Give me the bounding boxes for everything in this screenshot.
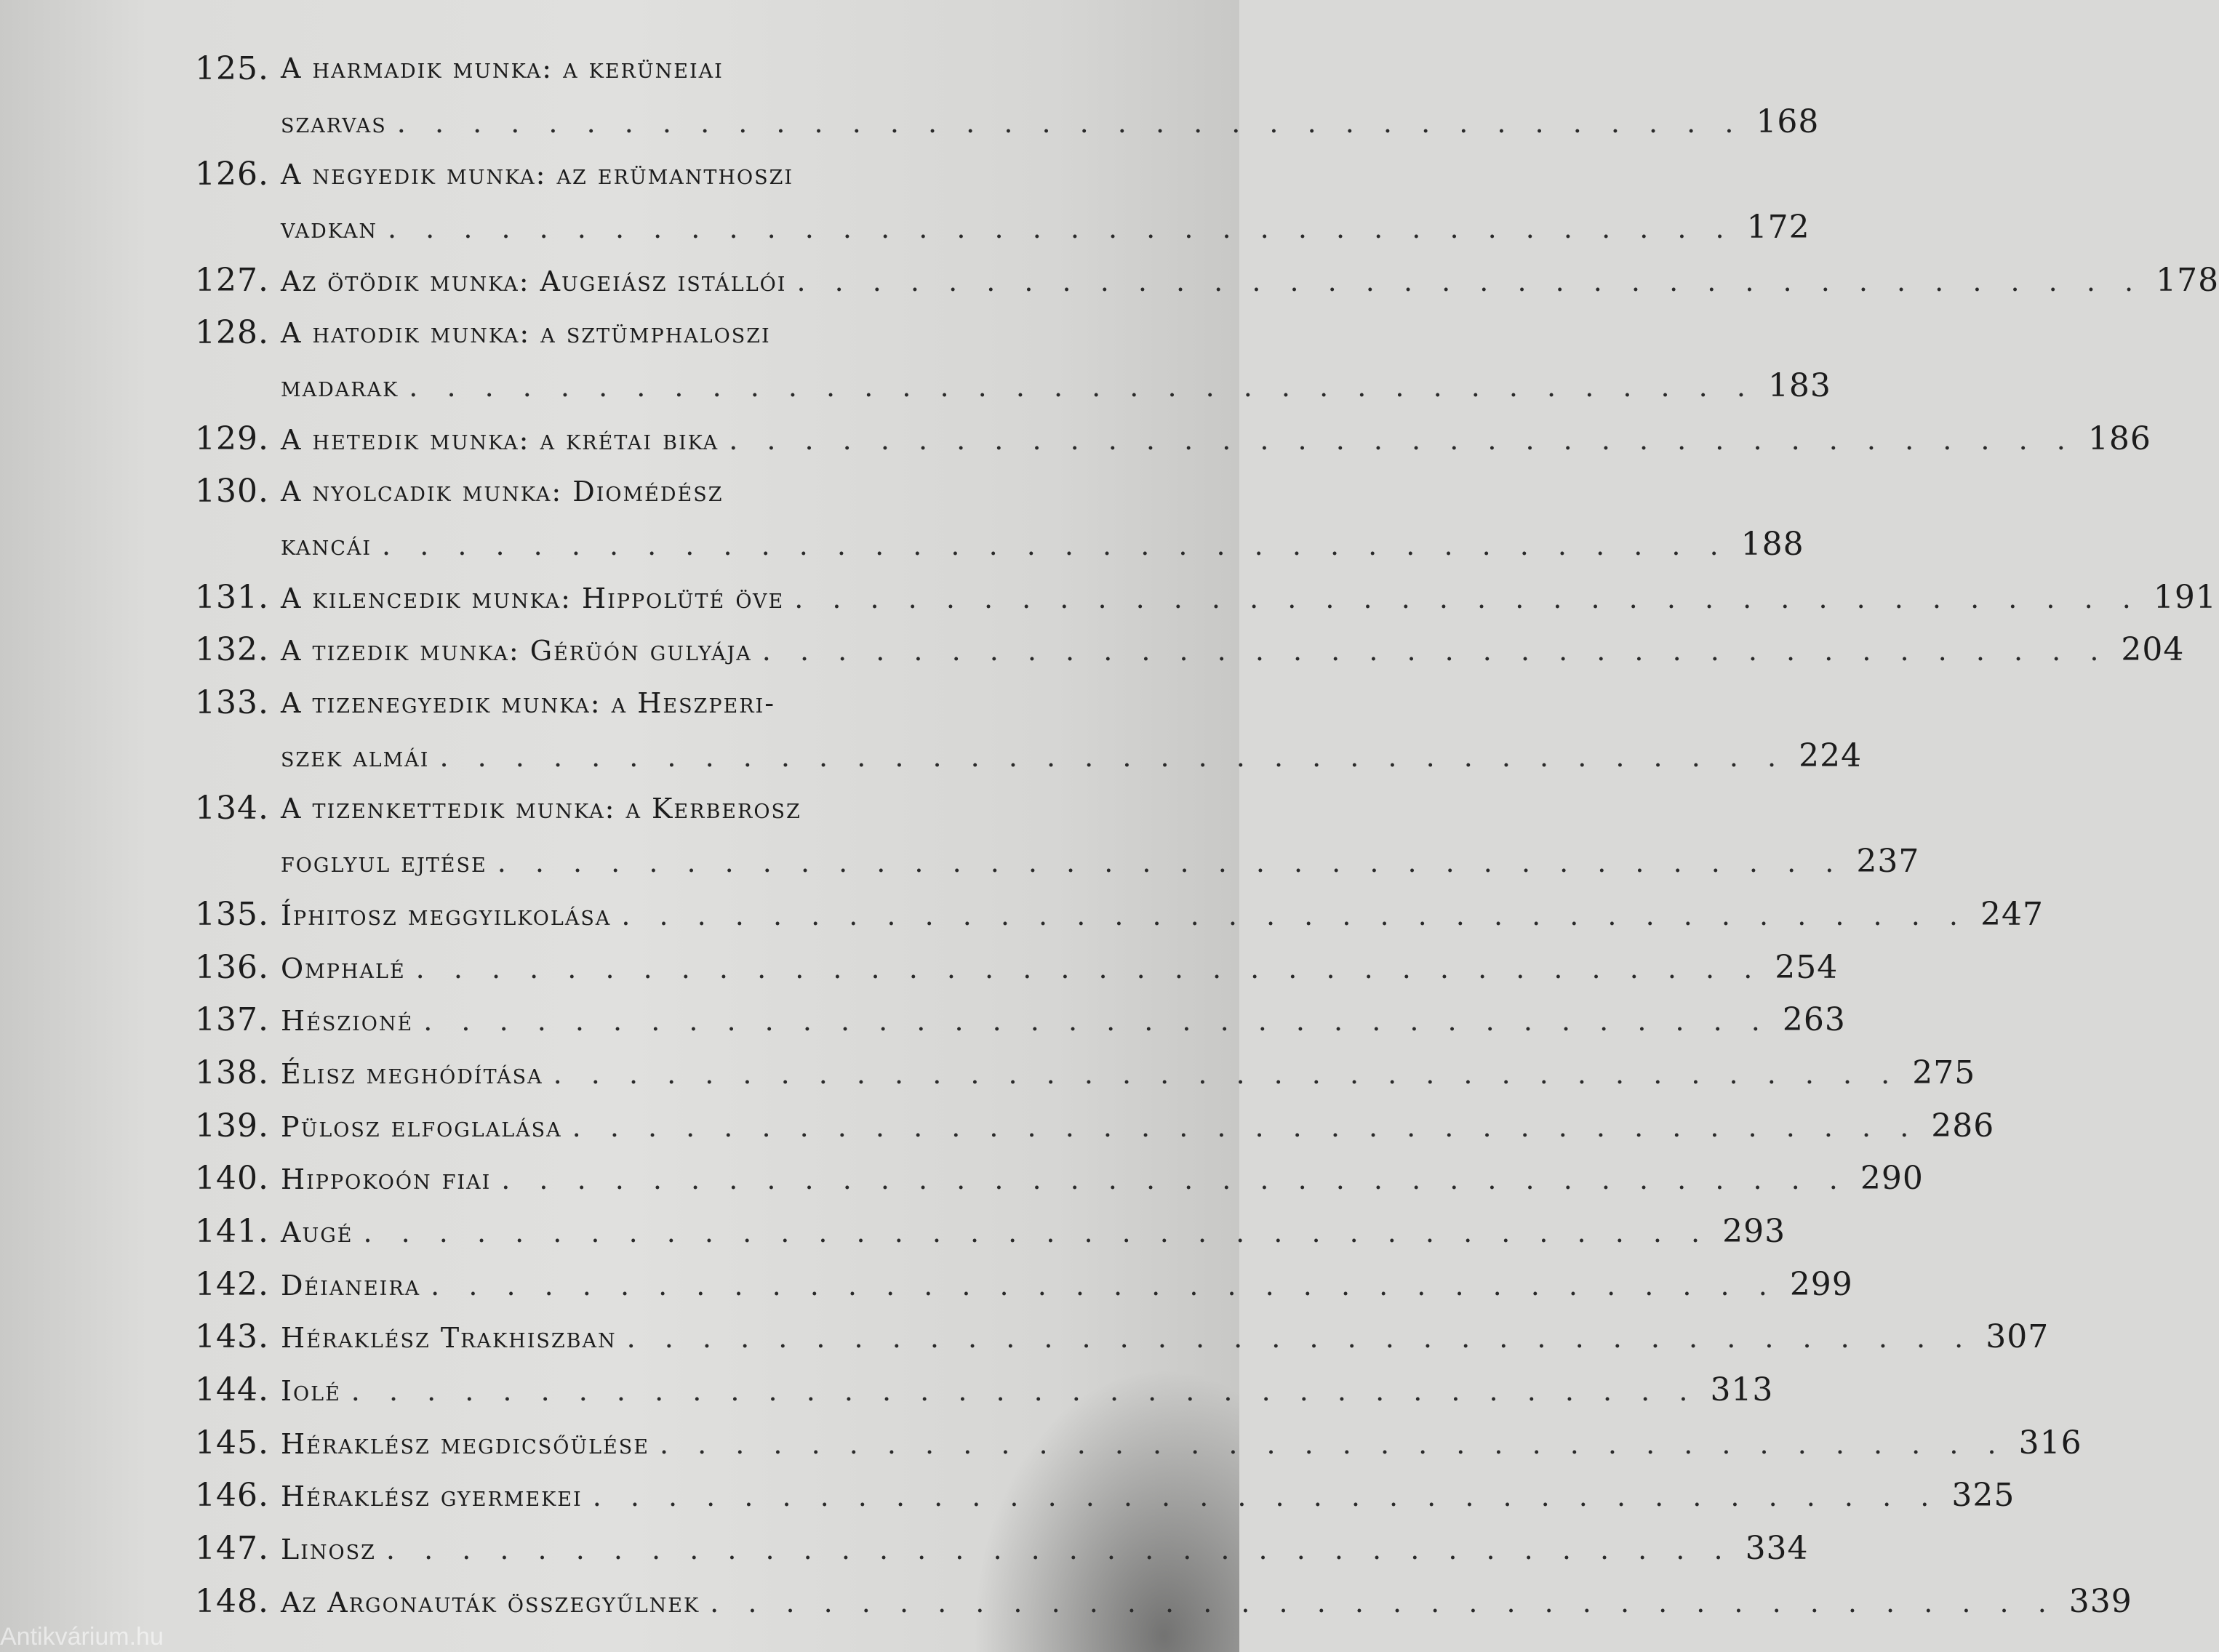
- entry-title-line: [281, 1160, 1924, 1198]
- toc-entry: [195, 1311, 2050, 1364]
- toc-entry: [195, 42, 1820, 148]
- page-number: 307: [1986, 1318, 2050, 1356]
- entry-title-text: foglyul ejtése: [281, 846, 487, 879]
- entry-number: 135.: [195, 895, 269, 933]
- toc-entry: [195, 465, 1804, 571]
- entry-title-line: [281, 1001, 1846, 1039]
- page-number: 290: [1860, 1160, 1924, 1198]
- entry-title-text: A negyedik munka: az erümanthoszi: [281, 158, 794, 191]
- page-number: 293: [1722, 1212, 1786, 1250]
- entry-title-line: [281, 687, 1060, 719]
- page-number: 188: [1740, 526, 1804, 564]
- toc-line: [195, 835, 1920, 888]
- page-number: 313: [1710, 1371, 1774, 1409]
- toc-entry: [195, 306, 1831, 412]
- leader-dots: . . . . . . . . . . . . . . . . . . . . . . . . . . . . . . . . . . . .: [592, 1480, 1940, 1513]
- entry-title-line: [281, 1477, 2015, 1515]
- leader-dots: . . . . . . . . . . . . . . . . . . . . . . . . . . . . . . . . . . . .: [439, 740, 1787, 773]
- entry-title-text: Hippokoón fiai: [281, 1163, 492, 1196]
- page-number: 299: [1789, 1265, 1853, 1303]
- toc-line: [195, 95, 1820, 148]
- toc-line: [195, 571, 2217, 624]
- toc-entry: [195, 571, 2217, 624]
- entry-number: 131.: [195, 578, 269, 616]
- leader-dots: . . . . . . . . . . . . . . . . . . . . . . . . . . . . . . . . . . . .: [385, 1533, 1733, 1566]
- entry-number: 130.: [195, 473, 269, 510]
- toc-entry: [195, 1099, 1995, 1152]
- entry-number: 128.: [195, 314, 269, 352]
- entry-title-line: [281, 793, 1060, 825]
- page-number: 316: [2018, 1424, 2082, 1461]
- entry-number: 140.: [195, 1160, 269, 1198]
- entry-title-text: madarak: [281, 370, 399, 403]
- toc-entry: [195, 1046, 1976, 1099]
- leader-dots: . . . . . . . . . . . . . . . . . . . . . . . . . . . . . . . . . . . .: [423, 1005, 1770, 1038]
- entry-title-line: [281, 1265, 1853, 1303]
- entry-title-text: kancái: [281, 529, 372, 562]
- leader-dots: . . . . . . . . . . . . . . . . . . . . . . . . . . . . . . . . . . . .: [431, 1269, 1778, 1302]
- toc-entry: [195, 1416, 2082, 1469]
- leader-dots: . . . . . . . . . . . . . . . . . . . . . . . . . . . . . . . . . . . .: [626, 1322, 1974, 1355]
- page-number: 325: [1951, 1477, 2015, 1515]
- toc-entry: [195, 412, 2151, 465]
- toc-entry: [195, 676, 1863, 782]
- entry-number: 133.: [195, 684, 269, 722]
- toc-line: [195, 1311, 2050, 1364]
- toc-entry: [195, 1205, 1786, 1258]
- entry-title-text: Hészioné: [281, 1005, 414, 1038]
- toc-line: [195, 306, 1060, 359]
- leader-dots: . . . . . . . . . . . . . . . . . . . . . . . . . . . . . . . . . . . .: [382, 529, 1729, 562]
- toc-line: [195, 676, 1060, 729]
- entry-title-line: [281, 631, 2185, 669]
- entry-title-line: [281, 843, 1920, 881]
- toc-entry: [195, 1363, 1774, 1416]
- toc-line: [195, 1469, 2015, 1523]
- entry-title-line: [281, 52, 1060, 84]
- toc-entry: [195, 1469, 2015, 1523]
- entry-title-text: szarvas: [281, 106, 387, 139]
- entry-title-text: A tizenkettedik munka: a Kerberosz: [281, 792, 801, 825]
- entry-number: 146.: [195, 1477, 269, 1515]
- toc-entry: [195, 624, 2185, 677]
- toc-entry: [195, 993, 1846, 1046]
- entry-title-text: Omphalé: [281, 952, 406, 985]
- entry-title-text: A hatodik munka: a sztümphaloszi: [281, 316, 771, 349]
- leader-dots: . . . . . . . . . . . . . . . . . . . . . . . . . . . . . . . . . . . .: [621, 899, 1968, 931]
- entry-title-text: A hetedik munka: a krétai bika: [281, 423, 719, 456]
- entry-number: 132.: [195, 631, 269, 669]
- toc-line: [195, 254, 2219, 307]
- entry-title-line: [281, 317, 1060, 349]
- entry-title-line: [281, 476, 1060, 508]
- toc-line: [195, 941, 1839, 994]
- leader-dots: . . . . . . . . . . . . . . . . . . . . . . . . . . . . . . . . . . . .: [351, 1375, 1698, 1408]
- entry-number: 144.: [195, 1371, 269, 1409]
- entry-number: 145.: [195, 1424, 269, 1461]
- entry-title-line: [281, 948, 1839, 986]
- toc-line: [195, 201, 1810, 254]
- toc-line: [195, 465, 1060, 518]
- table-of-contents: [195, 42, 2219, 1628]
- entry-title-line: [281, 159, 1060, 191]
- toc-line: [195, 1522, 1809, 1575]
- entry-number: 148.: [195, 1582, 269, 1620]
- entry-title-line: [281, 1054, 1976, 1091]
- toc-line: [195, 42, 1060, 95]
- toc-line: [195, 518, 1804, 571]
- entry-title-line: [281, 1582, 2132, 1620]
- leader-dots: . . . . . . . . . . . . . . . . . . . . . . . . . . . . . . . . . . . .: [409, 370, 1756, 403]
- entry-title-text: Pülosz elfoglalása: [281, 1110, 562, 1143]
- entry-title-line: [281, 1107, 1995, 1144]
- toc-entry: [195, 941, 1839, 994]
- page-number: 263: [1782, 1001, 1846, 1039]
- toc-line: [195, 1046, 1976, 1099]
- toc-line: [195, 359, 1831, 412]
- entry-title-line: [281, 366, 1831, 404]
- leader-dots: . . . . . . . . . . . . . . . . . . . . . . . . . . . . . . . . . . . .: [794, 582, 2141, 614]
- page-number: 186: [2087, 420, 2151, 457]
- entry-title-line: [281, 1318, 2050, 1356]
- entry-title-text: A tizenegyedik munka: a Heszperi-: [281, 686, 776, 719]
- page-number: 275: [1912, 1054, 1976, 1091]
- entry-number: 126.: [195, 156, 269, 193]
- toc-entry: [195, 254, 2219, 307]
- page-number: 334: [1745, 1530, 1809, 1568]
- entry-title-text: Héraklész Trakhiszban: [281, 1322, 617, 1355]
- page-number: 168: [1756, 103, 1820, 140]
- entry-title-text: Íphitosz meggyilkolása: [281, 899, 612, 931]
- entry-number: 138.: [195, 1054, 269, 1091]
- entry-title-line: [281, 208, 1810, 246]
- leader-dots: . . . . . . . . . . . . . . . . . . . . . . . . . . . . . . . . . . . .: [415, 952, 1763, 985]
- entry-title-text: Déianeira: [281, 1269, 421, 1302]
- toc-entry: [195, 1575, 2132, 1628]
- toc-line: [195, 1205, 1786, 1258]
- leader-dots: . . . . . . . . . . . . . . . . . . . . . . . . . . . . . . . . . . . .: [659, 1427, 2007, 1460]
- entry-number: 127.: [195, 261, 269, 299]
- entry-number: 142.: [195, 1265, 269, 1303]
- toc-entry: [195, 1152, 1924, 1205]
- page-number: 339: [2068, 1582, 2132, 1620]
- leader-dots: . . . . . . . . . . . . . . . . . . . . . . . . . . . . . . . . . . . .: [501, 1163, 1848, 1196]
- toc-line: [195, 888, 2044, 941]
- page-number: 172: [1746, 208, 1810, 246]
- page-number: 237: [1856, 843, 1920, 881]
- leader-dots: . . . . . . . . . . . . . . . . . . . . . . . . . . . . . . . . . . . .: [388, 212, 1735, 244]
- entry-title-text: A kilencedik munka: Hippolüté öve: [281, 582, 785, 614]
- page-number: 191: [2153, 578, 2217, 616]
- toc-line: [195, 1258, 1853, 1311]
- toc-entry: [195, 782, 1920, 888]
- toc-line: [195, 148, 1060, 201]
- entry-number: 129.: [195, 420, 269, 457]
- entry-title-line: [281, 261, 2219, 299]
- toc-line: [195, 1416, 2082, 1469]
- leader-dots: . . . . . . . . . . . . . . . . . . . . . . . . . . . . . . . . . . . .: [363, 1216, 1711, 1248]
- entry-number: 134.: [195, 790, 269, 827]
- entry-number: 147.: [195, 1530, 269, 1568]
- toc-line: [195, 993, 1846, 1046]
- entry-title-text: vadkan: [281, 212, 378, 244]
- entry-number: 143.: [195, 1318, 269, 1356]
- page-number: 286: [1931, 1107, 1995, 1144]
- entry-title-text: Élisz meghódítása: [281, 1057, 543, 1090]
- page-number: 254: [1775, 948, 1839, 986]
- page-number: 183: [1767, 366, 1831, 404]
- entry-title-text: Héraklész gyermekei: [281, 1480, 583, 1513]
- leader-dots: . . . . . . . . . . . . . . . . . . . . . . . . . . . . . . . . . . . .: [497, 846, 1844, 879]
- entry-title-text: szek almái: [281, 740, 430, 773]
- entry-title-line: [281, 737, 1863, 774]
- page-number: 178: [2156, 261, 2219, 299]
- toc-entry: [195, 888, 2044, 941]
- entry-title-text: Linosz: [281, 1533, 376, 1566]
- entry-title-text: Héraklész megdicsőülése: [281, 1427, 649, 1460]
- entry-title-text: Iolé: [281, 1375, 341, 1408]
- entry-title-line: [281, 420, 2151, 457]
- toc-entry: [195, 148, 1810, 253]
- entry-number: 141.: [195, 1212, 269, 1250]
- page-number: 204: [2121, 631, 2185, 669]
- entry-title-line: [281, 578, 2217, 616]
- toc-entry: [195, 1522, 1809, 1575]
- entry-title-text: Augé: [281, 1216, 353, 1248]
- entry-title-text: Az Argonauták összegyűlnek: [281, 1586, 700, 1619]
- leader-dots: . . . . . . . . . . . . . . . . . . . . . . . . . . . . . . . . . . . .: [710, 1586, 2057, 1619]
- toc-line: [195, 412, 2151, 465]
- watermark: Antikvárium.hu: [0, 1623, 164, 1651]
- entry-number: 137.: [195, 1001, 269, 1039]
- entry-title-line: [281, 1212, 1786, 1250]
- toc-entry: [195, 1258, 1853, 1311]
- entry-title-text: Az ötödik munka: Augeiász istállói: [281, 265, 787, 297]
- entry-title-line: [281, 1371, 1774, 1409]
- entry-title-line: [281, 1530, 1809, 1568]
- toc-line: [195, 1363, 1774, 1416]
- toc-line: [195, 1099, 1995, 1152]
- leader-dots: . . . . . . . . . . . . . . . . . . . . . . . . . . . . . . . . . . . .: [796, 265, 2144, 297]
- leader-dots: . . . . . . . . . . . . . . . . . . . . . . . . . . . . . . . . . . . .: [572, 1110, 1919, 1143]
- page-number: 247: [1980, 895, 2044, 933]
- leader-dots: . . . . . . . . . . . . . . . . . . . . . . . . . . . . . . . . . . . .: [396, 106, 1744, 139]
- entry-number: 136.: [195, 948, 269, 986]
- entry-title-text: A nyolcadik munka: Diomédész: [281, 475, 724, 508]
- leader-dots: . . . . . . . . . . . . . . . . . . . . . . . . . . . . . . . . . . . .: [729, 423, 2076, 456]
- entry-title-text: A harmadik munka: a kerüneiai: [281, 52, 724, 85]
- toc-line: [195, 729, 1863, 782]
- page-number: 224: [1799, 737, 1863, 774]
- leader-dots: . . . . . . . . . . . . . . . . . . . . . . . . . . . . . . . . . . . .: [761, 635, 2109, 667]
- toc-line: [195, 624, 2185, 677]
- entry-title-line: [281, 1424, 2082, 1461]
- toc-line: [195, 782, 1060, 835]
- toc-line: [195, 1152, 1924, 1205]
- entry-number: 125.: [195, 49, 269, 87]
- toc-line: [195, 1575, 2132, 1628]
- entry-title-line: [281, 895, 2044, 933]
- leader-dots: . . . . . . . . . . . . . . . . . . . . . . . . . . . . . . . . . . . .: [553, 1057, 1900, 1090]
- entry-title-line: [281, 103, 1820, 140]
- entry-title-text: A tizedik munka: Gérüón gulyája: [281, 635, 752, 667]
- entry-title-line: [281, 526, 1804, 564]
- entry-number: 139.: [195, 1107, 269, 1144]
